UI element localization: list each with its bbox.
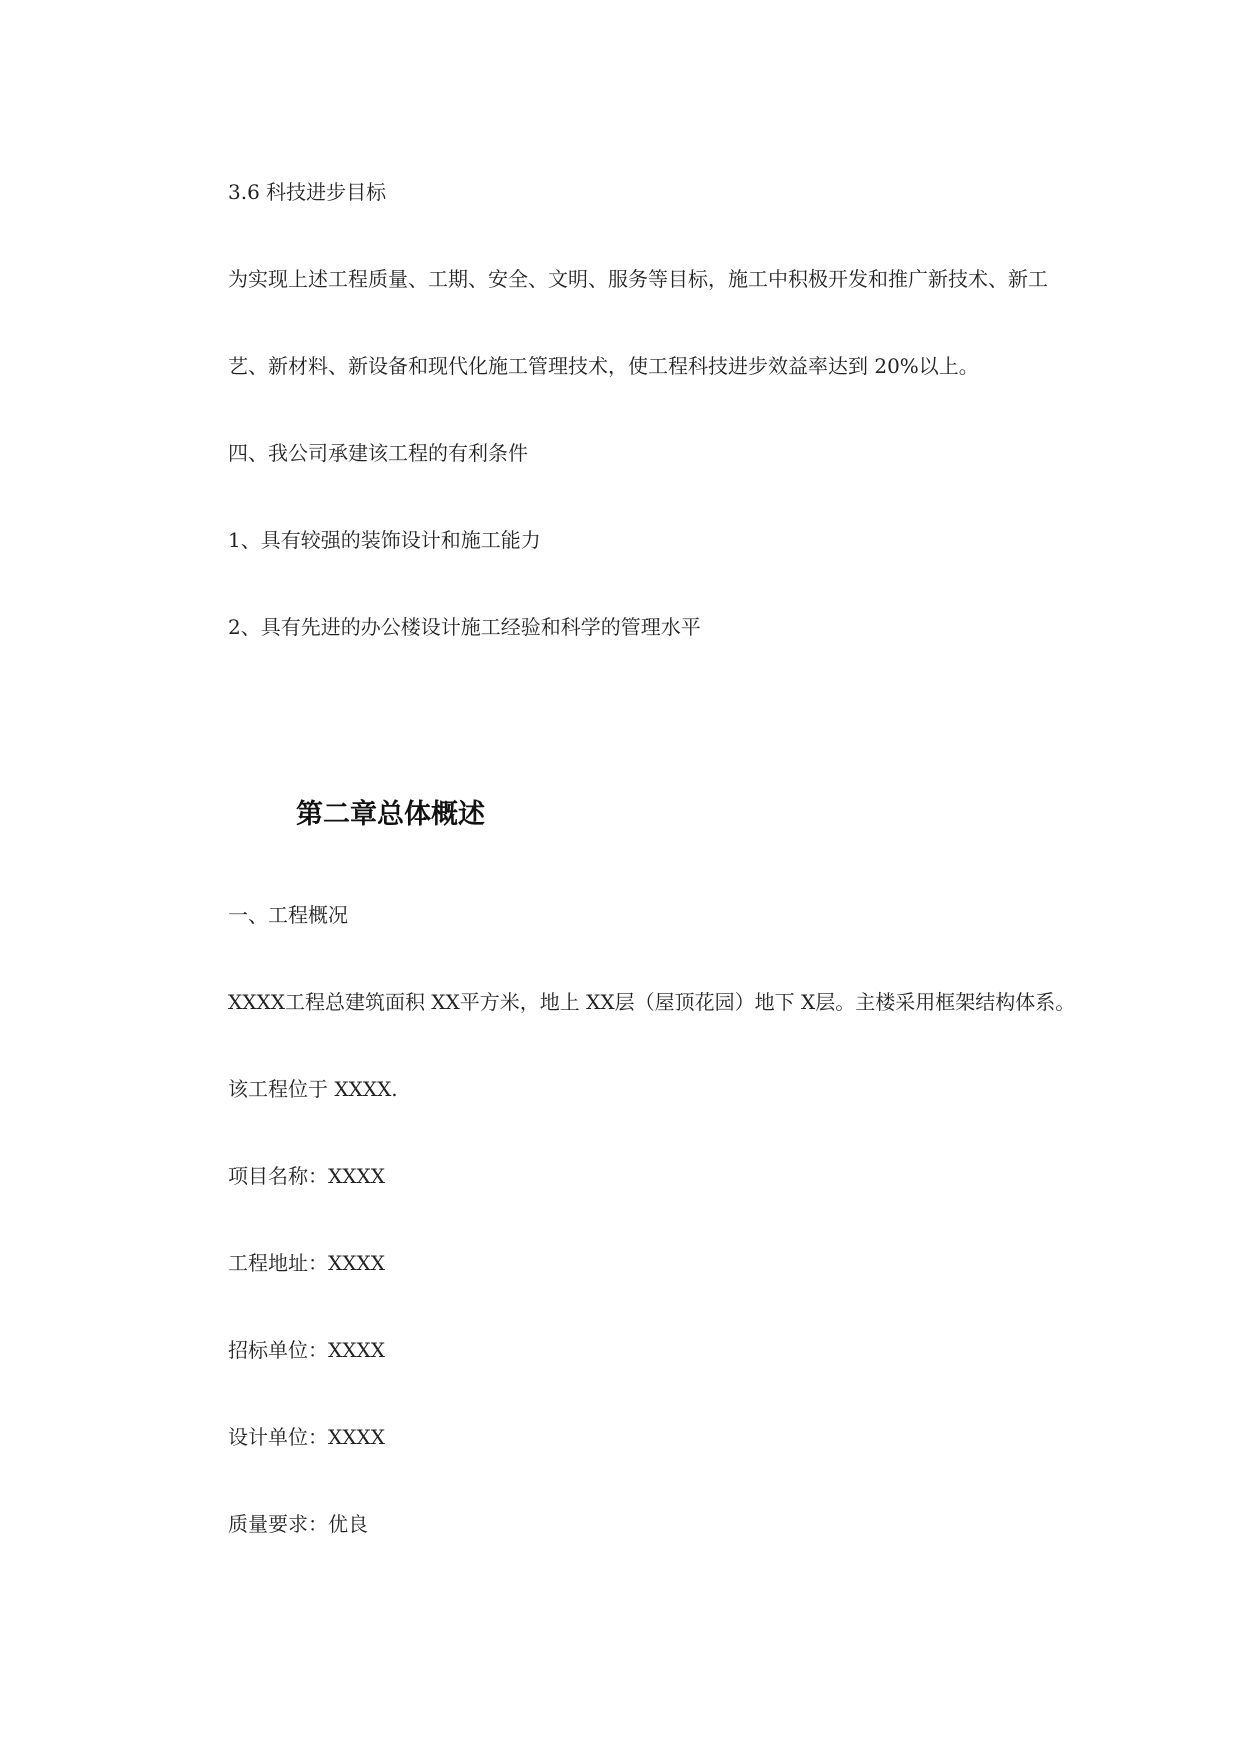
project-address: 工程地址：XXXX	[228, 1251, 385, 1275]
chapter-2-title: 第二章总体概述	[296, 799, 485, 830]
section-4-item-2: 2、具有先进的办公楼设计施工经验和科学的管理水平	[228, 615, 701, 639]
project-name: 项目名称：XXXX	[228, 1164, 385, 1188]
project-location: 该工程位于 XXXX.	[228, 1077, 398, 1101]
design-unit: 设计单位：XXXX	[228, 1425, 385, 1449]
quality-requirement: 质量要求：优良	[228, 1512, 368, 1536]
section-4-item-1: 1、具有较强的装饰设计和施工能力	[228, 528, 541, 552]
overview-title: 一、工程概况	[228, 903, 348, 927]
overview-paragraph: XXXX工程总建筑面积 XX平方米，地上 XX层（屋顶花园）地下 X层。主楼采用框架结构体系。	[228, 990, 1076, 1014]
bidding-unit: 招标单位：XXXX	[228, 1338, 385, 1362]
section-4-title: 四、我公司承建该工程的有利条件	[228, 441, 528, 465]
section-3-6-paragraph-line-2: 艺、新材料、新设备和现代化施工管理技术，使工程科技进步效益率达到 20%以上。	[228, 354, 979, 378]
section-3-6-title: 3.6 科技进步目标	[228, 180, 387, 204]
section-3-6-paragraph-line-1: 为实现上述工程质量、工期、安全、文明、服务等目标，施工中积极开发和推广新技术、新工	[228, 267, 1048, 291]
